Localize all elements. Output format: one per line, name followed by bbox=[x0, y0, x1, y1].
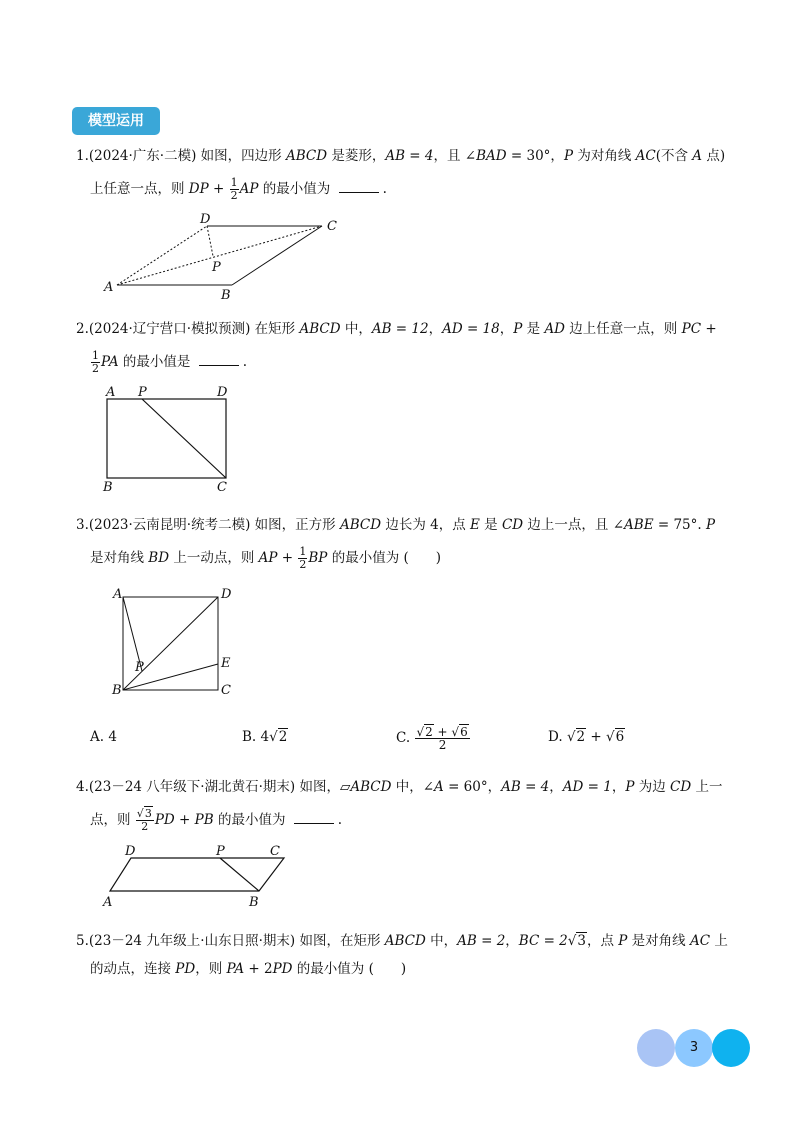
fig3-diagonal-bd bbox=[123, 597, 218, 690]
figure-4-parallelogram bbox=[110, 858, 284, 891]
math: ABCD bbox=[350, 779, 392, 795]
choice-b-label: B. 4 bbox=[242, 729, 270, 745]
math: CD bbox=[670, 779, 692, 795]
math: PD bbox=[175, 961, 196, 977]
math: BD bbox=[148, 550, 170, 566]
math: PC bbox=[681, 321, 702, 337]
problem-4-number: 4. bbox=[76, 779, 89, 795]
text: ， bbox=[505, 933, 519, 949]
text: . bbox=[337, 812, 343, 828]
text: 如图，▱ bbox=[295, 779, 351, 795]
fig1-label-p: P bbox=[212, 260, 221, 275]
math: P bbox=[618, 933, 628, 949]
text: ， bbox=[549, 779, 563, 795]
text: 的动点，连接 bbox=[90, 961, 176, 977]
fraction-denominator: 2 bbox=[141, 820, 149, 833]
radicand: 2 bbox=[425, 725, 433, 739]
math: AD bbox=[544, 321, 566, 337]
text: 边上任意一点，则 bbox=[565, 321, 682, 337]
text: 如图，正方形 bbox=[250, 517, 340, 533]
text: 是 bbox=[479, 517, 502, 533]
math: E bbox=[470, 517, 480, 533]
text: . bbox=[382, 181, 387, 197]
choice-c-label: C. bbox=[396, 730, 411, 746]
text: + bbox=[277, 550, 298, 566]
math: DP bbox=[188, 181, 209, 197]
text: 中， bbox=[425, 933, 458, 949]
fraction-denominator: 2 bbox=[92, 362, 99, 375]
fig4-label-p: P bbox=[216, 844, 225, 859]
math: BAD bbox=[476, 148, 507, 164]
fig1-label-a: A bbox=[104, 280, 114, 295]
text: + bbox=[433, 725, 452, 739]
text: + bbox=[208, 181, 229, 197]
math: PD bbox=[154, 812, 175, 828]
text: 边长为 4，点 bbox=[381, 517, 471, 533]
fig2-label-b: B bbox=[103, 480, 113, 495]
text: = 30°， bbox=[506, 148, 564, 164]
sqrt-sign: √ bbox=[416, 725, 425, 739]
text: 上任意一点，则 bbox=[90, 181, 189, 197]
page-number: 3 bbox=[689, 1040, 699, 1055]
math: AD = 1 bbox=[562, 779, 612, 795]
problem-1-source: (2024·广东·二模) bbox=[88, 148, 197, 164]
text: = 75°. bbox=[653, 517, 706, 533]
math: P bbox=[563, 148, 574, 164]
text: 上一动点，则 bbox=[169, 550, 259, 566]
text: + bbox=[701, 321, 717, 337]
text: (不含 bbox=[655, 148, 693, 164]
math: AC bbox=[635, 148, 656, 164]
text: 如图，在矩形 bbox=[295, 933, 385, 949]
fig4-parallelogram-abcd bbox=[110, 858, 284, 891]
problem-4-source: (23－24 八年级下·湖北黄石·期末) bbox=[88, 779, 296, 795]
text: 为边 bbox=[634, 779, 671, 795]
text: + 2 bbox=[244, 961, 273, 977]
problem-1-number: 1. bbox=[76, 148, 89, 164]
math: AC bbox=[689, 933, 711, 949]
page-circle-left bbox=[637, 1029, 675, 1067]
choice-a-text: A. 4 bbox=[90, 729, 117, 745]
fig4-label-b: B bbox=[249, 895, 259, 910]
problem-3-source: (2023·云南昆明·统考二模) bbox=[88, 517, 251, 533]
text: 的最小值为 bbox=[258, 181, 335, 197]
math: AP bbox=[258, 550, 278, 566]
math: ABCD bbox=[299, 321, 341, 337]
radicand: 3 bbox=[577, 933, 586, 949]
text: ， bbox=[499, 321, 514, 337]
text: 的最小值是 bbox=[118, 354, 195, 370]
problem-2-source: (2024·辽宁营口·模拟预测) bbox=[88, 321, 251, 337]
fig2-label-d: D bbox=[217, 385, 228, 400]
math: ABCD bbox=[339, 517, 382, 533]
sqrt-sign: √ bbox=[451, 725, 460, 739]
fig3-label-b: B bbox=[112, 683, 122, 698]
text: . bbox=[242, 354, 247, 370]
fig1-label-c: C bbox=[327, 219, 337, 234]
math: PD bbox=[272, 961, 293, 977]
choice-d-label: D. bbox=[548, 729, 567, 745]
math: BP bbox=[308, 550, 328, 566]
radicand: 6 bbox=[460, 725, 468, 739]
fraction-numerator: 1 bbox=[92, 349, 99, 362]
fig4-label-a: A bbox=[103, 895, 113, 910]
math: P bbox=[705, 517, 716, 533]
text: 是菱形， bbox=[327, 148, 386, 164]
sqrt-sign: √ bbox=[566, 729, 576, 745]
fig3-label-a: A bbox=[113, 587, 123, 602]
fraction-denominator: 2 bbox=[299, 558, 307, 571]
fraction-numerator: 1 bbox=[230, 176, 238, 189]
fig1-diagonal-ac bbox=[117, 226, 322, 285]
sqrt-sign: √ bbox=[606, 729, 615, 745]
math: P bbox=[625, 779, 635, 795]
math: A bbox=[434, 779, 444, 795]
math: AB = 4 bbox=[385, 148, 434, 164]
math: AD = 18 bbox=[442, 321, 500, 337]
math: P bbox=[513, 321, 523, 337]
math: PA bbox=[226, 961, 245, 977]
fig1-side-bc bbox=[232, 226, 322, 285]
figure-2-rectangle bbox=[107, 399, 226, 478]
fig2-segment-pc bbox=[142, 399, 226, 478]
math: A bbox=[692, 148, 703, 164]
fig3-label-e: E bbox=[221, 656, 231, 671]
text: 点，则 bbox=[90, 812, 135, 828]
text: = 60°， bbox=[443, 779, 502, 795]
math: BC = 2 bbox=[518, 933, 568, 949]
math: ABE bbox=[624, 517, 654, 533]
text: + bbox=[586, 729, 607, 745]
text: 在矩形 bbox=[250, 321, 300, 337]
fig3-label-d: D bbox=[221, 587, 232, 602]
radicand: 2 bbox=[576, 729, 586, 745]
text: 中， bbox=[340, 321, 372, 337]
figure-1-rhombus bbox=[117, 226, 322, 285]
text: 的最小值为 bbox=[213, 812, 290, 828]
page-circle-right bbox=[712, 1029, 750, 1067]
sqrt-sign: √ bbox=[269, 729, 278, 745]
math: AP bbox=[239, 181, 259, 197]
fig1-label-d: D bbox=[200, 212, 211, 227]
text: ， bbox=[611, 779, 626, 795]
text: 的最小值为 ( ) bbox=[292, 961, 407, 977]
text: 上一 bbox=[691, 779, 723, 795]
fraction-numerator: 1 bbox=[299, 545, 307, 558]
math: ABCD bbox=[285, 148, 328, 164]
text: ，且 ∠ bbox=[433, 148, 477, 164]
text: 是对角线 bbox=[627, 933, 690, 949]
text: 边上一点，且 ∠ bbox=[523, 517, 625, 533]
section-badge: 模型运用 bbox=[72, 107, 160, 135]
sqrt-sign: √ bbox=[567, 933, 577, 949]
fig2-label-c: C bbox=[217, 480, 227, 495]
math: AB = 2 bbox=[457, 933, 506, 949]
text: 是 bbox=[522, 321, 545, 337]
math: AB = 4 bbox=[501, 779, 550, 795]
problem-5-source: (23－24 九年级上·山东日照·期末) bbox=[88, 933, 296, 949]
fig1-segment-dp bbox=[207, 226, 213, 256]
text: 中，∠ bbox=[391, 779, 435, 795]
math: CD bbox=[501, 517, 524, 533]
radicand: 6 bbox=[615, 729, 625, 745]
problem-2-number: 2. bbox=[76, 321, 89, 337]
text: 的最小值为 ( ) bbox=[327, 550, 442, 566]
text: + bbox=[174, 812, 195, 828]
text: 点) bbox=[702, 148, 726, 164]
fig4-label-c: C bbox=[270, 844, 280, 859]
fig1-label-b: B bbox=[221, 288, 231, 303]
fig2-rectangle-abcd bbox=[107, 399, 226, 478]
math: PB bbox=[194, 812, 214, 828]
text: 为对角线 bbox=[573, 148, 636, 164]
radicand: 2 bbox=[278, 729, 288, 745]
problem-5-number: 5. bbox=[76, 933, 89, 949]
fig2-label-p: P bbox=[138, 385, 147, 400]
math: AB = 12 bbox=[371, 321, 429, 337]
math: PA bbox=[101, 354, 119, 370]
fig3-label-p: P bbox=[135, 660, 144, 675]
fig4-label-d: D bbox=[125, 844, 136, 859]
text: ，则 bbox=[195, 961, 227, 977]
figure-3-square bbox=[123, 597, 218, 690]
text: ， bbox=[428, 321, 443, 337]
problem-3-number: 3. bbox=[76, 517, 89, 533]
math: ABCD bbox=[384, 933, 426, 949]
text: 是对角线 bbox=[90, 550, 149, 566]
fig4-segment-pb bbox=[220, 858, 259, 891]
text: ，点 bbox=[586, 933, 619, 949]
sqrt-sign: √ bbox=[136, 807, 144, 820]
fraction-denominator: 2 bbox=[230, 189, 238, 202]
fig2-label-a: A bbox=[106, 385, 116, 400]
text: 如图，四边形 bbox=[196, 148, 286, 164]
fraction-denominator: 2 bbox=[438, 738, 447, 752]
fig1-side-ad bbox=[117, 226, 207, 285]
radicand: 3 bbox=[144, 807, 152, 820]
text: 上 bbox=[710, 933, 728, 949]
fig3-label-c: C bbox=[221, 683, 231, 698]
